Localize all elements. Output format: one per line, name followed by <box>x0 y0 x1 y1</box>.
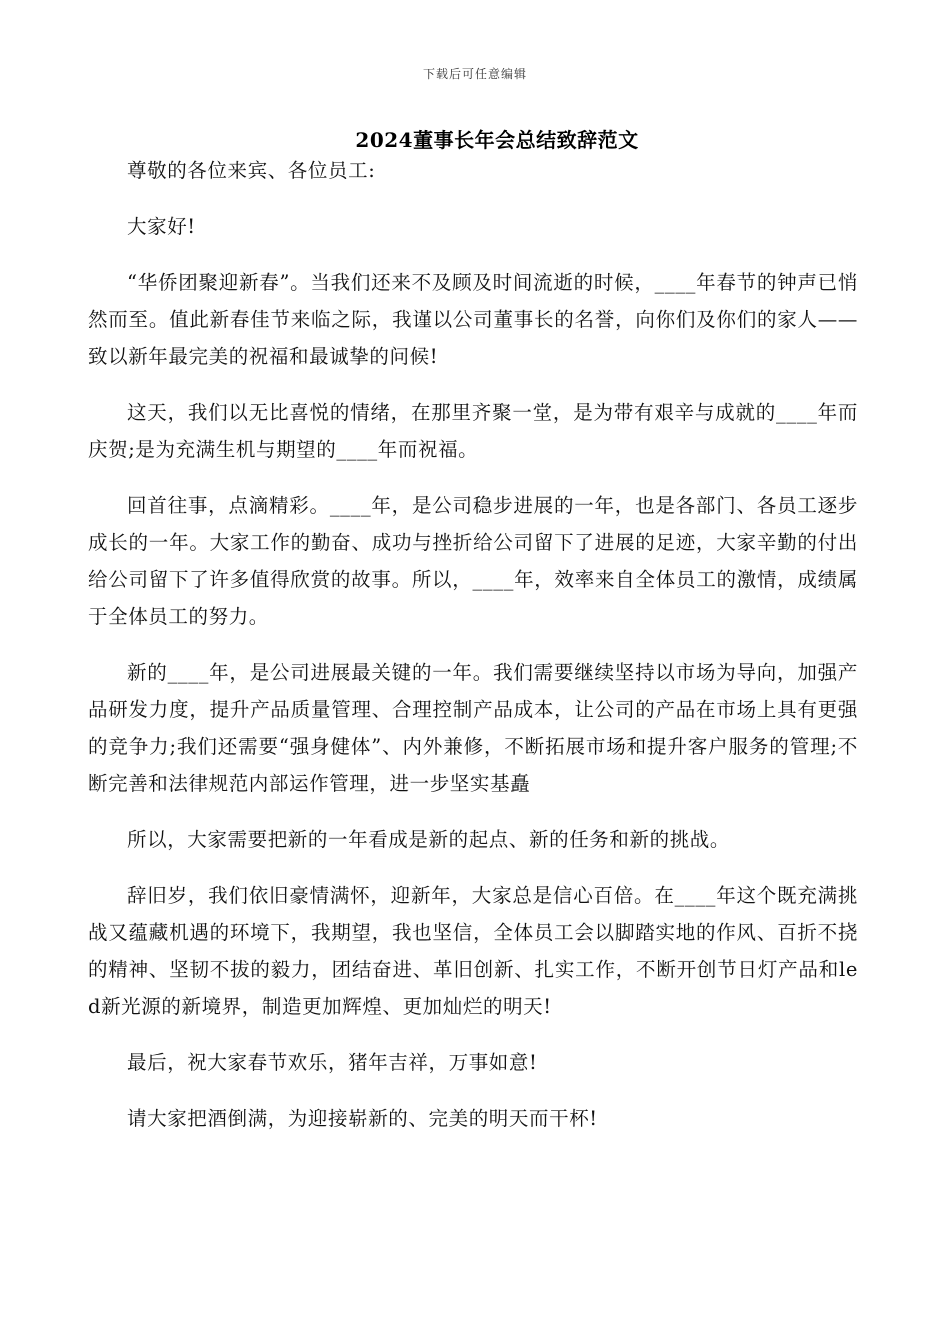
salutation: 尊敬的各位来宾、各位员工: <box>127 159 376 182</box>
document-body <box>88 152 858 1156</box>
header-note: 下载后可任意编辑 <box>422 67 527 81</box>
greeting: 大家好! <box>127 215 196 238</box>
closing-wish: 最后，祝大家春节欢乐，猪年吉祥，万事如意! <box>127 1051 538 1074</box>
body-paragraph: 这天，我们以无比喜悦的情绪，在那里齐聚一堂，是为带有艰辛与成就的____年而庆贺;是为充满生机与期望的____年而祝福。 <box>88 401 858 461</box>
body-paragraph: 新的____年，是公司进展最关键的一年。我们需要继续坚持以市场为导向，加强产品研发力度，提升产品质量管理、合理控制产品成本，让公司的产品在市场上具有更强的竞争力;我们还需要“强身健体”、内外兼修，不断拓展市场和提升客户服务的管理;不断完善和法律规范内部运作管理，进一步坚实基矗 <box>88 661 858 795</box>
body-paragraph: 所以，大家需要把新的一年看成是新的起点、新的任务和新的挑战。 <box>127 828 731 851</box>
document-title: 2024董事长年会总结致辞范文 <box>355 128 639 152</box>
body-paragraph: 辞旧岁，我们依旧豪情满怀，迎新年，大家总是信心百倍。在____年这个既充满挑战又蕴藏机遇的环境下，我期望，我也坚信，全体员工会以脚踏实地的作风、百折不挠的精神、坚韧不拔的毅力，团结奋进、革旧创新、扎实工作，不断开创节日灯产品和led新光源的新境界，制造更加辉煌、更加灿烂的明天! <box>88 884 858 1018</box>
closing-toast: 请大家把酒倒满，为迎接崭新的、完美的明天而干杯! <box>127 1107 598 1130</box>
body-paragraph: 回首往事，点滴精彩。____年，是公司稳步进展的一年，也是各部门、各员工逐步成长的一年。大家工作的勤奋、成功与挫折给公司留下了进展的足迹，大家辛勤的付出给公司留下了许多值得欣赏的故事。所以，____年，效率来自全体员工的激情，成绩属于全体员工的努力。 <box>88 494 858 628</box>
body-paragraph: “华侨团聚迎新春”。当我们还来不及顾及时间流逝的时候，____年春节的钟声已悄然而至。值此新春佳节来临之际，我谨以公司董事长的名誉，向你们及你们的家人——致以新年最完美的祝福和最诚挚的问候! <box>88 271 858 368</box>
